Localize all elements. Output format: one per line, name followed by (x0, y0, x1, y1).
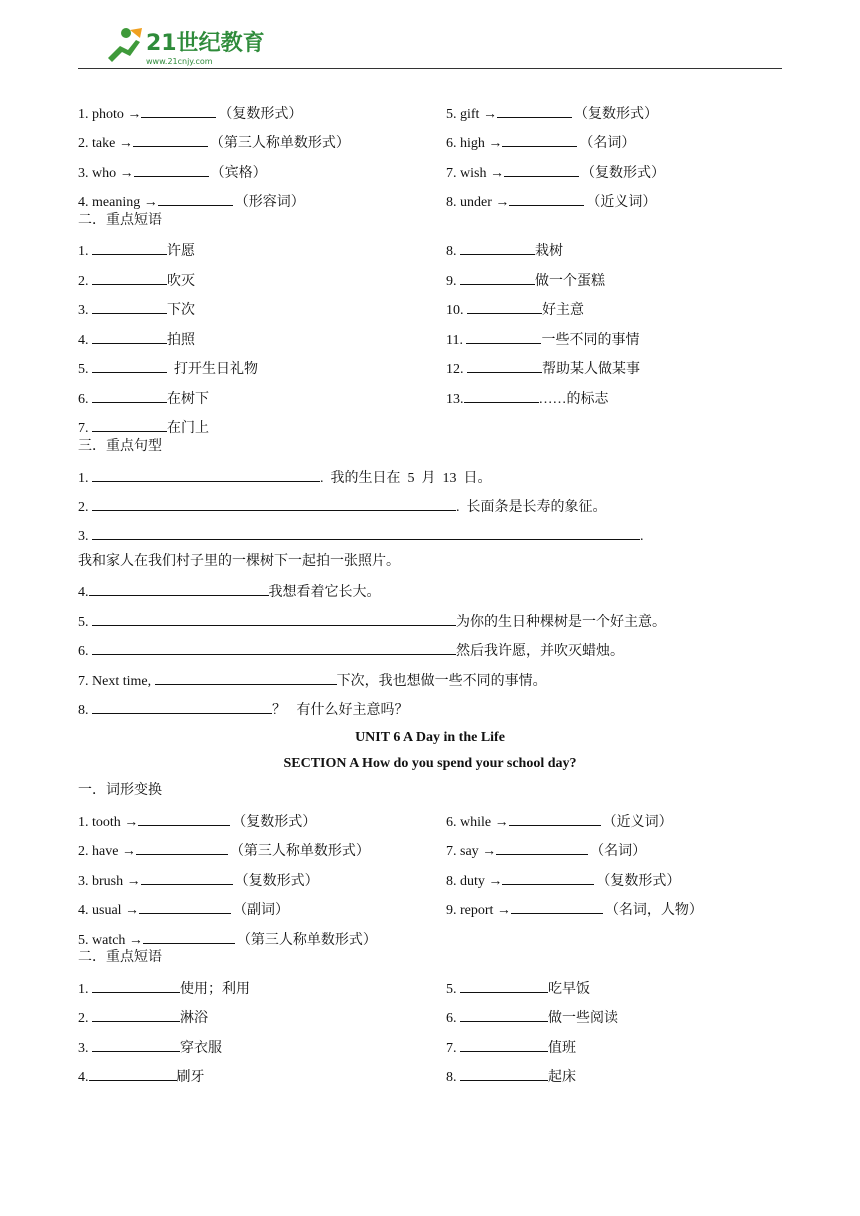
phrase-item: 8. 栽树 (446, 241, 563, 261)
word-form-item: 1. tooth → （复数形式） (78, 812, 316, 832)
word-form-item: 8. under → （近义词） (446, 192, 656, 212)
answer-blank[interactable] (92, 468, 320, 482)
word-form-item: 5. watch → （第三人称单数形式） (78, 930, 377, 950)
section-heading: 二．重点短语 (78, 213, 162, 228)
word-form-item: 2. have → （第三人称单数形式） (78, 841, 370, 861)
answer-blank[interactable] (509, 192, 584, 206)
sentence-item: 6. 然后我许愿，并吹灭蜡烛。 (78, 641, 624, 661)
answer-blank[interactable] (92, 418, 167, 432)
word-form-item: 5. gift → （复数形式） (446, 104, 658, 124)
answer-blank[interactable] (92, 359, 167, 373)
answer-blank[interactable] (502, 871, 594, 885)
phrase-item: 4. 拍照 (78, 330, 195, 350)
answer-blank[interactable] (460, 1008, 548, 1022)
svg-text:www.21cnjy.com: www.21cnjy.com (146, 57, 213, 66)
phrase-item: 4. 刷牙 (78, 1067, 205, 1087)
answer-blank[interactable] (92, 1038, 180, 1052)
phrase-item: 2. 吹灭 (78, 271, 195, 291)
answer-blank[interactable] (134, 163, 209, 177)
phrase-item: 5. 打开生日礼物 (78, 359, 258, 379)
answer-blank[interactable] (92, 979, 180, 993)
header-divider (78, 68, 782, 69)
word-form-item: 8. duty → （复数形式） (446, 871, 680, 891)
answer-blank[interactable] (467, 300, 542, 314)
sentence-item: 2. . 长面条是长寿的象征。 (78, 497, 607, 517)
section-title: SECTION A How do you spend your school day? (283, 756, 577, 771)
answer-blank[interactable] (502, 133, 577, 147)
word-form-item: 3. who → （宾格） (78, 163, 267, 183)
answer-blank[interactable] (92, 700, 272, 714)
answer-blank[interactable] (155, 671, 337, 685)
answer-blank[interactable] (509, 812, 601, 826)
sentence-item: 8. ？ 有什么好主意吗？ (78, 700, 409, 720)
answer-blank[interactable] (460, 979, 548, 993)
answer-blank[interactable] (141, 104, 216, 118)
word-form-item: 7. say → （名词） (446, 841, 646, 861)
word-form-item: 4. meaning → （形容词） (78, 192, 305, 212)
section-heading: 二．重点短语 (78, 950, 162, 965)
answer-blank[interactable] (460, 241, 535, 255)
word-form-item: 6. high → （名词） (446, 133, 635, 153)
phrase-item: 8. 起床 (446, 1067, 576, 1087)
answer-blank[interactable] (133, 133, 208, 147)
phrase-item: 7. 在门上 (78, 418, 209, 438)
svg-text:21世纪教育: 21世纪教育 (146, 31, 265, 56)
phrase-item: 6. 在树下 (78, 389, 209, 409)
answer-blank[interactable] (92, 641, 456, 655)
phrase-item: 9. 做一个蛋糕 (446, 271, 605, 291)
section-heading: 三．重点句型 (78, 439, 162, 454)
answer-blank[interactable] (92, 526, 640, 540)
phrase-item: 1. 许愿 (78, 241, 195, 261)
answer-blank[interactable] (496, 841, 588, 855)
answer-blank[interactable] (89, 582, 269, 596)
answer-blank[interactable] (92, 389, 167, 403)
answer-blank[interactable] (141, 871, 233, 885)
word-form-item: 9. report → （名词，人物） (446, 900, 703, 920)
answer-blank[interactable] (466, 330, 541, 344)
answer-blank[interactable] (511, 900, 603, 914)
phrase-item: 3. 下次 (78, 300, 195, 320)
phrase-item: 13. ……的标志 (446, 389, 609, 409)
answer-blank[interactable] (467, 359, 542, 373)
word-form-item: 2. take → （第三人称单数形式） (78, 133, 350, 153)
phrase-item: 12. 帮助某人做某事 (446, 359, 640, 379)
phrase-item: 3. 穿衣服 (78, 1038, 222, 1058)
answer-blank[interactable] (497, 104, 572, 118)
phrase-item: 6. 做一些阅读 (446, 1008, 618, 1028)
answer-blank[interactable] (92, 241, 167, 255)
answer-blank[interactable] (136, 841, 228, 855)
page-header (78, 0, 782, 70)
answer-blank[interactable] (92, 271, 167, 285)
answer-blank[interactable] (138, 812, 230, 826)
phrase-item: 1. 使用；利用 (78, 979, 250, 999)
phrase-item: 11. 一些不同的事情 (446, 330, 639, 350)
phrase-item: 7. 值班 (446, 1038, 576, 1058)
phrase-item: 10. 好主意 (446, 300, 584, 320)
word-form-item: 3. brush → （复数形式） (78, 871, 319, 891)
answer-blank[interactable] (143, 930, 235, 944)
section-heading: 一．词形变换 (78, 783, 162, 798)
sentence-item: 3. . (78, 526, 644, 546)
answer-blank[interactable] (158, 192, 233, 206)
answer-blank[interactable] (460, 1067, 548, 1081)
answer-blank[interactable] (92, 330, 167, 344)
sentence-item: 1. . 我的生日在 5 月 13 日。 (78, 468, 492, 488)
answer-blank[interactable] (139, 900, 231, 914)
answer-blank[interactable] (92, 612, 456, 626)
answer-blank[interactable] (92, 497, 456, 511)
answer-blank[interactable] (464, 389, 539, 403)
sentence-item: 7. Next time, 下次，我也想做一些不同的事情。 (78, 671, 547, 691)
answer-blank[interactable] (460, 271, 535, 285)
word-form-item: 6. while → （近义词） (446, 812, 673, 832)
runner-icon (108, 28, 142, 62)
unit-title: UNIT 6 A Day in the Life (355, 730, 505, 745)
sentence-translation: 我和家人在我们村子里的一棵树下一起拍一张照片。 (78, 554, 400, 569)
answer-blank[interactable] (504, 163, 579, 177)
sentence-item: 4. 我想看着它长大。 (78, 582, 381, 602)
sentence-item: 5. 为你的生日种棵树是一个好主意。 (78, 612, 666, 632)
word-form-item: 1. photo → （复数形式） (78, 104, 302, 124)
answer-blank[interactable] (89, 1067, 177, 1081)
answer-blank[interactable] (460, 1038, 548, 1052)
word-form-item: 4. usual → （副词） (78, 900, 289, 920)
phrase-item: 5. 吃早饭 (446, 979, 590, 999)
logo (100, 24, 280, 68)
answer-blank[interactable] (92, 300, 167, 314)
phrase-item: 2. 淋浴 (78, 1008, 208, 1028)
answer-blank[interactable] (92, 1008, 180, 1022)
word-form-item: 7. wish → （复数形式） (446, 163, 665, 183)
